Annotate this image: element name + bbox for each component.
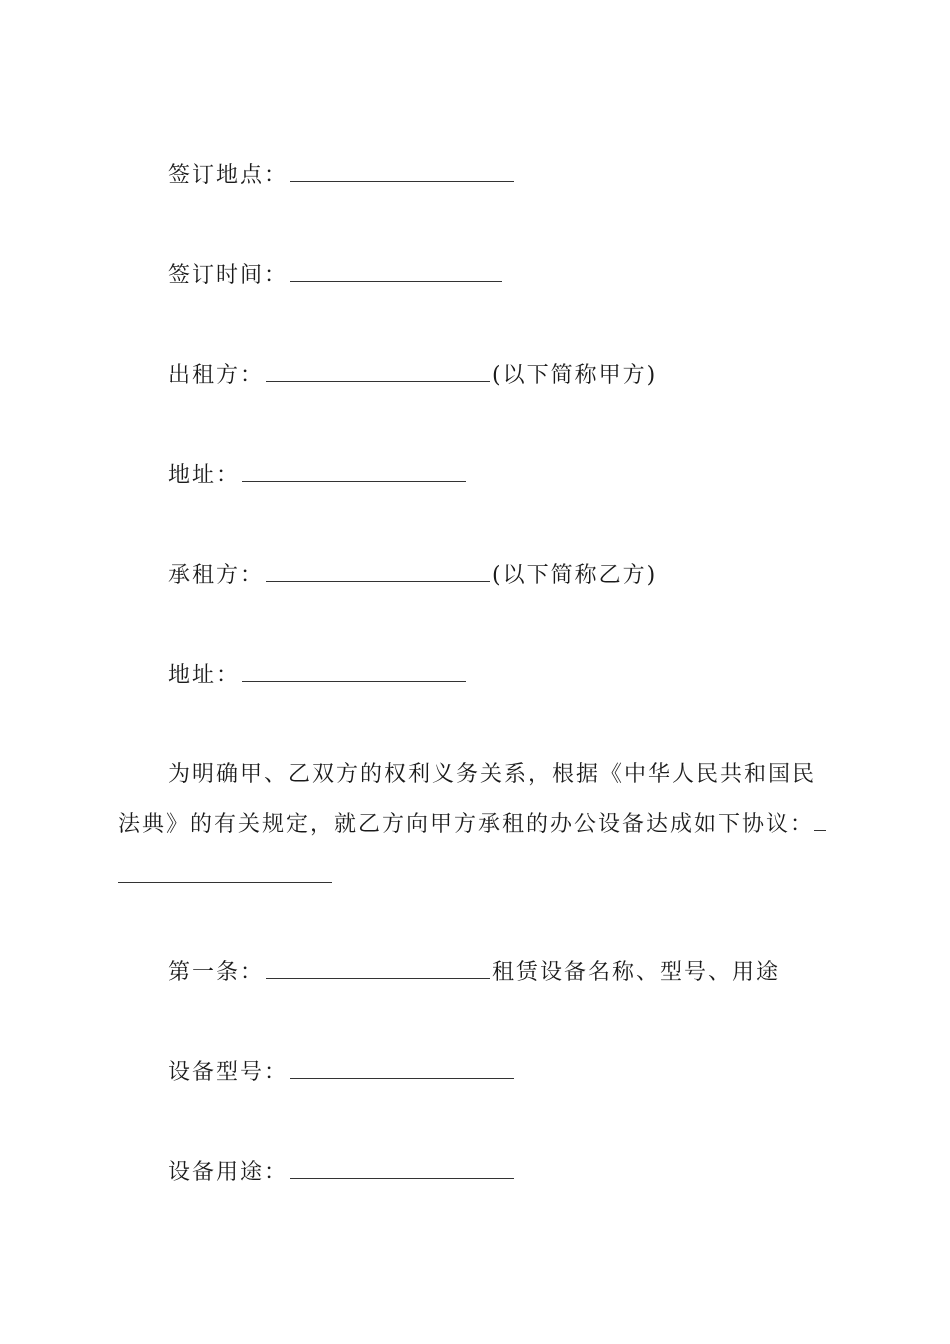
model-label: 设备型号： [168, 1060, 289, 1085]
model-blank[interactable] [290, 1058, 514, 1079]
lessor-row [168, 361, 657, 391]
lessor-address-label: 地址： [168, 463, 241, 488]
lessor-address-blank[interactable] [242, 461, 466, 482]
intro-blank-start[interactable] [814, 810, 826, 831]
lessee-address-label: 地址： [168, 663, 241, 688]
lessor-label: 出租方： [168, 363, 265, 388]
lessor-blank[interactable] [266, 361, 490, 382]
intro-blank-line[interactable] [118, 860, 332, 883]
lessee-label: 承租方： [168, 563, 265, 588]
lessee-address-blank[interactable] [242, 661, 466, 682]
sign-time-blank[interactable] [290, 261, 502, 282]
sign-place-blank[interactable] [290, 161, 514, 182]
lessee-note: (以下简称乙方) [492, 563, 658, 588]
lessee-blank[interactable] [266, 561, 490, 582]
sign-time-label: 签订时间： [168, 263, 289, 288]
sign-place-label: 签订地点： [168, 163, 289, 188]
article1-text: 租赁设备名称、型号、用途 [492, 960, 781, 985]
lessee-address-row [168, 661, 468, 691]
lessor-address-row [168, 461, 468, 491]
lessor-note: (以下简称甲方) [492, 363, 658, 388]
sign-place-row [168, 161, 516, 191]
lessee-row [168, 561, 657, 591]
intro-paragraph [118, 750, 838, 850]
article1-blank[interactable] [266, 958, 490, 979]
model-row [168, 1058, 516, 1088]
usage-label: 设备用途： [168, 1160, 289, 1185]
usage-row [168, 1158, 516, 1188]
article1-row [168, 958, 780, 988]
article1-label: 第一条： [168, 960, 265, 985]
sign-time-row [168, 261, 504, 291]
usage-blank[interactable] [290, 1158, 514, 1179]
intro-text: 为明确甲、乙双方的权利义务关系，根据《中华人民共和国民法典》的有关规定，就乙方向甲方承租的办公设备达成如下协议： [118, 762, 817, 837]
